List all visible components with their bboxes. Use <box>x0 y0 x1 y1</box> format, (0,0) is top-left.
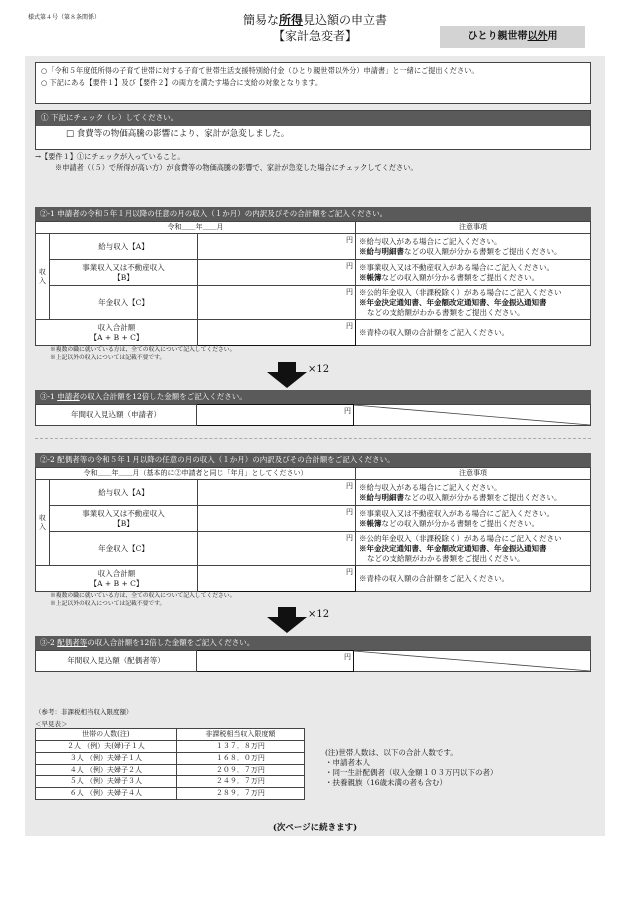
household-type-tag <box>440 26 585 48</box>
spouse-annual-label: 年間収入見込額（配偶者等） <box>36 651 197 672</box>
salary-note-1: ※給与収入がある場合にご記入ください。 <box>359 236 502 246</box>
salary-income-input[interactable] <box>198 480 356 506</box>
table-row <box>36 788 305 800</box>
pension-note-1: ※公的年金収入（非課税除く）がある場合にご記入ください <box>359 534 562 543</box>
business-income-label <box>50 260 198 286</box>
section-3-2-heading <box>35 636 591 650</box>
pension-income-input[interactable] <box>198 532 356 566</box>
yen-unit: 円 <box>346 288 353 296</box>
salary-income-label-text: 給与収入【A】 <box>98 241 149 251</box>
section-3-1 <box>35 390 591 426</box>
household-note-item: ・同一生計配偶者（収入金額１０３万円以下の者） <box>325 768 498 778</box>
salary-income-label <box>50 480 198 506</box>
total-income-label-formula: 【A + B + C】 <box>89 332 144 342</box>
reference-col-limit: 非課税相当収入限度額 <box>176 729 304 741</box>
section-2-1-heading: ②-1 申請者の令和５年１月以降の任意の月の収入（１か月）の内訳及びその合計額をご記入ください。 <box>35 207 591 221</box>
income-limit: １６８．０万円 <box>176 752 304 764</box>
multiply-12-label: ×12 <box>308 609 330 620</box>
total-income-input[interactable] <box>198 320 356 346</box>
reference-table <box>35 728 305 800</box>
section-2-2-heading: ②-2 配偶者等の令和５年１月以降の任意の月の収入（１か月）の内訳及びその合計額をご記入ください。 <box>35 453 591 467</box>
section-3-2-subject: 配偶者等 <box>57 638 88 647</box>
title-subtitle: 【家計急変者】 <box>272 29 357 44</box>
divider <box>35 438 591 439</box>
household-note-item: ・扶養親族（16歳未満の者も含む） <box>325 778 448 788</box>
total-income-label-text: 収入合計額 <box>97 569 136 579</box>
form-number: 様式第４号（第８条関係） <box>28 14 101 21</box>
business-income-label-code: 【B】 <box>113 272 134 282</box>
salary-note-1: ※給与収入がある場合にご記入ください。 <box>359 482 502 492</box>
yen-unit: 円 <box>346 482 353 490</box>
pension-income-label <box>50 286 198 320</box>
diagonal-blank-cell <box>354 405 591 426</box>
business-note-2: などの収入額が分かる書類をご提出ください。 <box>381 272 539 282</box>
pension-income-input[interactable] <box>198 286 356 320</box>
notes-header: 注意事項 <box>356 468 591 480</box>
applicant-annual-label: 年間収入見込額（申請者） <box>36 405 197 426</box>
yen-unit: 円 <box>346 322 353 331</box>
footnote-1: ※複数の職に就いている方は、全ての収入について記入してください。 <box>50 347 236 354</box>
income-limit: １３７．８万円 <box>176 741 304 753</box>
total-income-note: ※青枠の収入額の合計額をご記入ください。 <box>356 320 591 346</box>
business-income-input[interactable] <box>198 260 356 286</box>
applicant-annual-input[interactable] <box>197 405 354 426</box>
section-2-1 <box>35 207 591 362</box>
title-pre: 簡易な <box>242 13 279 27</box>
reference-col-household: 世帯の人数(注) <box>36 729 177 741</box>
household-size: ５人 （例）夫婦子３人 <box>36 776 177 788</box>
yen-unit: 円 <box>346 236 353 244</box>
household-count-note <box>325 748 498 789</box>
total-income-note: ※青枠の収入額の合計額をご記入ください。 <box>356 566 591 592</box>
business-income-label-text: 事業収入又は不動産収入 <box>82 263 165 273</box>
tag-pre: ひとり親世帯 <box>467 31 528 42</box>
yen-unit: 円 <box>346 262 353 270</box>
section-3-1-instruction: の収入合計額を12倍した金額をご記入ください。 <box>79 392 247 401</box>
yen-unit: 円 <box>344 407 351 415</box>
down-arrow-icon <box>267 362 307 388</box>
business-income-label-text: 事業収入又は不動産収入 <box>82 509 165 519</box>
table-row <box>36 752 305 764</box>
business-income-note <box>356 506 591 532</box>
pension-income-label <box>50 532 198 566</box>
page-title <box>190 12 440 44</box>
yen-unit: 円 <box>346 508 353 516</box>
household-size: ４人 （例）夫婦子２人 <box>36 764 177 776</box>
business-note-bold: ※帳簿 <box>359 272 382 282</box>
yen-unit: 円 <box>344 653 351 661</box>
pension-note-3: などの支給額がわかる書類をご提出ください。 <box>367 307 525 317</box>
table-row <box>36 776 305 788</box>
salary-note-bold: ※給与明細書 <box>359 246 404 256</box>
salary-income-input[interactable] <box>198 234 356 260</box>
household-size: ３人 （例）夫婦子１人 <box>36 752 177 764</box>
section-1-item[interactable] <box>36 126 590 143</box>
total-income-label <box>36 320 198 346</box>
spouse-income-table <box>35 467 591 592</box>
table-row <box>36 764 305 776</box>
household-note-title: (注)世帯人数は、以下の合計人数です。 <box>325 748 458 757</box>
spouse-annual-table <box>35 650 591 672</box>
pension-note-bold: ※年金決定通知書、年金額改定通知書、年金振込通知書 <box>359 297 547 307</box>
salary-note-2: などの収入額が分かる書類をご提出ください。 <box>404 246 562 256</box>
intro-line-2: ○ 下記にある【要件１】及び【要件２】の両方を満たす場合に支給の対象となります。 <box>41 78 323 87</box>
total-income-label-text: 収入合計額 <box>97 323 136 333</box>
footnote-1: ※複数の職に就いている方は、全ての収入について記入してください。 <box>50 593 236 600</box>
requirement-1-note: →【要件１】①にチェックが入っていること。 <box>35 152 185 161</box>
section-3-1-heading <box>35 390 591 404</box>
requirement-1-subnote: ※申請者（（５）で所得が高い方）が食費等の物価高騰の影響で、家計が急変した場合にチェックしてください。 <box>55 163 418 172</box>
multiply-12-label: ×12 <box>308 364 330 375</box>
intro-notes <box>35 62 591 104</box>
business-note-2: などの収入額が分かる書類をご提出ください。 <box>381 518 539 528</box>
salary-income-label <box>50 234 198 260</box>
diagonal-blank-cell <box>354 651 591 672</box>
section-2-1-footnotes <box>35 347 591 362</box>
business-note-1: ※事業収入又は不動産収入がある場合にご記入ください。 <box>359 508 554 518</box>
section-3-1-subject: 申請者 <box>57 392 80 401</box>
total-income-label-formula: 【A + B + C】 <box>89 578 144 588</box>
salary-income-label-text: 給与収入【A】 <box>98 487 149 497</box>
business-income-label-code: 【B】 <box>113 518 134 528</box>
income-limit: ２０９．７万円 <box>176 764 304 776</box>
tag-post: 用 <box>547 31 558 42</box>
title-underlined: 所得 <box>278 13 303 27</box>
down-arrow-icon <box>267 607 307 633</box>
household-size: ６人 （例）夫婦子４人 <box>36 788 177 800</box>
section-2-2-footnotes <box>35 593 591 608</box>
pension-note-1: ※公的年金収入（非課税除く）がある場合にご記入ください <box>359 288 562 297</box>
pension-income-label-text: 年金収入【C】 <box>98 297 149 307</box>
salary-note-bold: ※給与明細書 <box>359 492 404 502</box>
reference-title: （参考：非課税相当収入限度額） <box>35 708 133 716</box>
household-size: ２人 （例）夫(婦)子１人 <box>36 741 177 753</box>
tag-underlined: 以外 <box>527 31 548 42</box>
business-note-1: ※事業収入又は不動産収入がある場合にご記入ください。 <box>359 262 554 272</box>
table-row <box>36 741 305 753</box>
income-group-label: 収入 <box>36 234 50 320</box>
business-income-input[interactable] <box>198 506 356 532</box>
salary-note-2: などの収入額が分かる書類をご提出ください。 <box>404 492 562 502</box>
footnote-2: ※上記以外の収入については記載不要です。 <box>50 600 166 607</box>
yen-unit: 円 <box>346 534 353 542</box>
section-1-check <box>35 110 591 150</box>
section-1-heading: ① 下記にチェック（レ）してください。 <box>36 111 590 126</box>
applicant-annual-table <box>35 404 591 426</box>
footnote-2: ※上記以外の収入については記載不要です。 <box>50 354 166 361</box>
salary-income-note <box>356 480 591 506</box>
pension-income-note <box>356 286 591 320</box>
salary-income-note <box>356 234 591 260</box>
spouse-annual-input[interactable] <box>197 651 354 672</box>
yen-unit: 円 <box>346 568 353 577</box>
price-impact-label: 食費等の物価高騰の影響により、家計が急変しました。 <box>76 129 290 139</box>
reference-subtitle: ＜早見表＞ <box>35 720 68 729</box>
section-3-1-number: ③-1 <box>40 392 58 401</box>
business-income-label <box>50 506 198 532</box>
period-field[interactable]: 令和＿＿年＿＿月 <box>36 222 356 234</box>
intro-line-1: ○「令和５年度低所得の子育て世帯に対する子育て世帯生活支援特別給付金（ひとり親世帯以外分）申請書」と一緒にご提出ください。 <box>41 66 479 75</box>
notes-header: 注意事項 <box>356 222 591 234</box>
income-limit: ２４９．７万円 <box>176 776 304 788</box>
price-impact-checkbox[interactable]: □ <box>66 129 75 139</box>
pension-income-label-text: 年金収入【C】 <box>98 543 149 553</box>
continued-next-page: (次ページに続きます) <box>272 823 358 833</box>
section-3-2-number: ③-2 <box>40 638 58 647</box>
applicant-income-table <box>35 221 591 346</box>
section-3-2 <box>35 636 591 672</box>
period-field[interactable]: 令和＿＿年＿＿月（基本的に②申請者と同じ「年月」としてください） <box>36 468 356 480</box>
pension-income-note <box>356 532 591 566</box>
reference-section <box>35 708 305 800</box>
total-income-label <box>36 566 198 592</box>
section-3-2-instruction: の収入合計額を12倍した金額をご記入ください。 <box>87 638 255 647</box>
income-group-label: 収入 <box>36 480 50 566</box>
total-income-input[interactable] <box>198 566 356 592</box>
income-limit: ２８９．７万円 <box>176 788 304 800</box>
household-note-item: ・申請者本人 <box>325 758 370 768</box>
title-post: 見込額の申立書 <box>303 13 388 27</box>
pension-note-3: などの支給額がわかる書類をご提出ください。 <box>367 553 525 563</box>
pension-note-bold: ※年金決定通知書、年金額改定通知書、年金振込通知書 <box>359 543 547 553</box>
section-2-2 <box>35 453 591 608</box>
business-note-bold: ※帳簿 <box>359 518 382 528</box>
business-income-note <box>356 260 591 286</box>
